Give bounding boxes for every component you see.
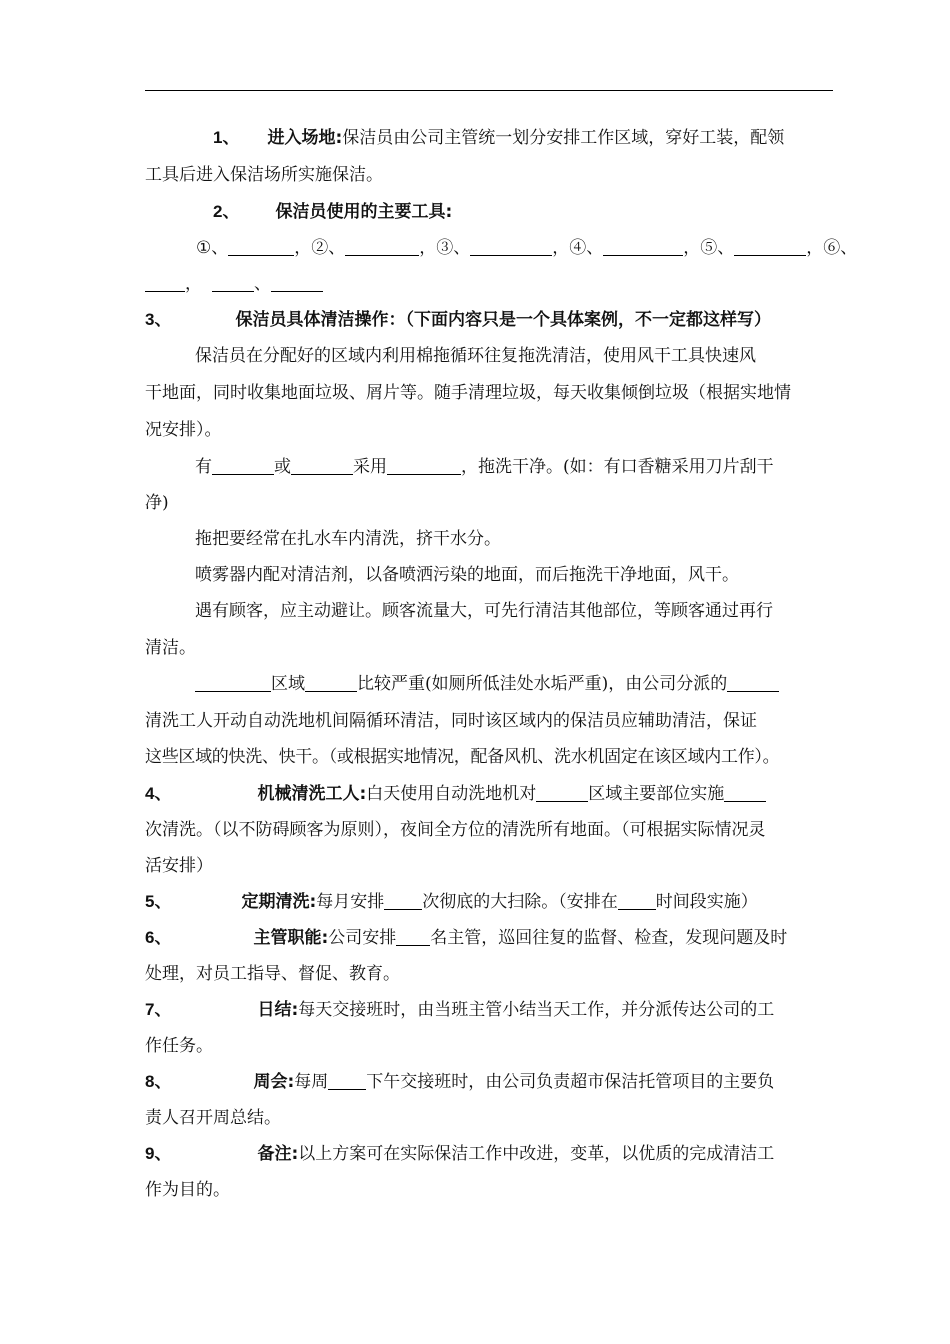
fill-blank[interactable] xyxy=(536,784,588,802)
item-title: 进入场地: xyxy=(267,128,343,148)
text: 时间段实施） xyxy=(655,892,758,912)
text: 处理，对员工指导、督促、教育。 xyxy=(145,964,400,984)
item-1-line-1 xyxy=(213,126,913,150)
item-7-line-1 xyxy=(145,998,845,1022)
item-2-line-1 xyxy=(213,200,913,224)
item-number: 7、 xyxy=(145,1000,172,1019)
tools-blanks-line xyxy=(196,236,896,260)
text: 清洁。 xyxy=(145,638,196,658)
paragraph-line xyxy=(145,491,845,515)
fill-blank[interactable] xyxy=(345,238,419,256)
text: 这些区域的快洗、快干。（或根据实地情况，配备风机、洗水机固定在该区域内工作）。 xyxy=(145,747,780,767)
paragraph-line xyxy=(195,344,895,368)
item-number: 9、 xyxy=(145,1144,172,1163)
item-3-line-1 xyxy=(145,308,845,332)
text: 白天使用自动洗地机对 xyxy=(366,784,537,804)
tool-label: ，③、 xyxy=(419,238,471,258)
item-number: 4、 xyxy=(145,784,172,803)
paragraph-line xyxy=(145,1106,845,1130)
paragraph-line xyxy=(145,1178,845,1202)
text: 拖把要经常在扎水车内清洗，挤干水分。 xyxy=(195,529,501,549)
text: 作任务。 xyxy=(145,1036,213,1056)
text: 比较严重(如厕所低洼处水垢严重)，由公司分派的 xyxy=(357,674,728,694)
paragraph-line xyxy=(195,599,895,623)
fill-blank[interactable] xyxy=(470,238,552,256)
text: 下午交接班时，由公司负责超市保洁托管项目的主要负 xyxy=(366,1072,775,1092)
text: 以上方案可在实际保洁工作中改进，变革，以优质的完成清洁工 xyxy=(298,1144,775,1164)
item-title: 保洁员具体清洁操作：（下面内容只是一个具体案例，不一定都这样写） xyxy=(235,310,771,330)
fill-blank[interactable] xyxy=(603,238,683,256)
text: 区域 xyxy=(271,674,305,694)
text: 有 xyxy=(195,457,212,477)
fill-blank[interactable] xyxy=(727,674,779,692)
text: 采用 xyxy=(353,457,387,477)
paragraph-line xyxy=(145,745,845,769)
item-9-line-1 xyxy=(145,1142,845,1166)
fill-blank[interactable] xyxy=(328,1072,366,1090)
fill-blank[interactable] xyxy=(724,784,766,802)
fill-blank[interactable] xyxy=(195,674,271,692)
tool-label: ，②、 xyxy=(294,238,346,258)
paragraph-line xyxy=(145,418,845,442)
fill-blank[interactable] xyxy=(145,274,185,292)
separator: 、 xyxy=(254,274,271,294)
text: 责人召开周总结。 xyxy=(145,1108,281,1128)
text: 区域主要部位实施 xyxy=(588,784,725,804)
item-number: 3、 xyxy=(145,310,172,329)
text: 清洗工人开动自动洗地机间隔循环清洁，同时该区域内的保洁员应辅助清洁，保证 xyxy=(145,711,757,731)
item-number: 8、 xyxy=(145,1072,172,1091)
paragraph-line xyxy=(145,636,845,660)
fill-blank[interactable] xyxy=(228,238,294,256)
fill-blank[interactable] xyxy=(384,892,422,910)
text: ，拖洗干净。(如：有口香糖采用刀片刮干 xyxy=(461,457,774,477)
paragraph-line xyxy=(145,1034,845,1058)
paragraph-line xyxy=(195,672,895,696)
text: 喷雾器内配对清洁剂，以备喷洒污染的地面，而后拖洗干净地面，风干。 xyxy=(195,565,739,585)
text: 作为目的。 xyxy=(145,1180,230,1200)
text: 遇有顾客，应主动避让。顾客流量大，可先行清洁其他部位，等顾客通过再行 xyxy=(195,601,773,621)
tool-label: ，⑤、 xyxy=(683,238,735,258)
fill-blank[interactable] xyxy=(291,457,353,475)
item-title: 备注: xyxy=(257,1144,299,1164)
tool-label: ，④、 xyxy=(552,238,604,258)
fill-blank[interactable] xyxy=(305,674,357,692)
item-title: 机械清洗工人: xyxy=(257,784,367,804)
fill-blank[interactable] xyxy=(271,274,323,292)
item-5-line-1 xyxy=(145,890,845,914)
text: 名主管，巡回往复的监督、检查，发现问题及时 xyxy=(430,928,788,948)
item-8-line-1 xyxy=(145,1070,845,1094)
item-6-line-1 xyxy=(145,926,845,950)
item-title: 主管职能: xyxy=(253,928,329,948)
header-rule xyxy=(145,90,833,91)
text: 次清洗。（以不防碍顾客为原则），夜间全方位的清洗所有地面。（可根据实际情况灵 xyxy=(145,820,766,840)
item-text: 工具后进入保洁场所实施保洁。 xyxy=(145,165,383,185)
fill-blank[interactable] xyxy=(396,928,430,946)
tool-label: ，⑥、 xyxy=(806,238,858,258)
paragraph-line xyxy=(145,854,845,878)
paragraph-line xyxy=(145,962,845,986)
fill-blank[interactable] xyxy=(387,457,461,475)
text: 净) xyxy=(145,493,169,513)
paragraph-line xyxy=(145,709,845,733)
fill-blank[interactable] xyxy=(212,274,254,292)
item-title: 日结: xyxy=(257,1000,299,1020)
separator: ， xyxy=(185,274,202,294)
paragraph-line xyxy=(195,563,895,587)
item-number: 5、 xyxy=(145,892,172,911)
item-number: 6、 xyxy=(145,928,172,947)
item-title: 定期清洗: xyxy=(241,892,317,912)
paragraph-line xyxy=(195,455,895,479)
text: 活安排） xyxy=(145,856,213,876)
tool-label: ①、 xyxy=(196,238,229,258)
item-1-line-2 xyxy=(145,163,845,187)
text: 况安排）。 xyxy=(145,420,222,440)
item-title: 保洁员使用的主要工具: xyxy=(275,202,453,222)
tools-blanks-line-2 xyxy=(145,272,845,296)
item-number: 1、 xyxy=(213,128,240,147)
text: 每月安排 xyxy=(316,892,385,912)
paragraph-line xyxy=(195,527,895,551)
fill-blank[interactable] xyxy=(734,238,806,256)
text: 保洁员在分配好的区域内利用棉拖循环往复拖洗清洁，使用风干工具快速风 xyxy=(195,346,756,366)
text: 每周 xyxy=(294,1072,329,1092)
item-text: 保洁员由公司主管统一划分安排工作区域，穿好工装，配领 xyxy=(342,128,785,148)
fill-blank[interactable] xyxy=(618,892,656,910)
paragraph-line xyxy=(145,818,845,842)
item-4-line-1 xyxy=(145,782,845,806)
text: 每天交接班时，由当班主管小结当天工作，并分派传达公司的工 xyxy=(298,1000,775,1020)
text: 次彻底的大扫除。（安排在 xyxy=(422,892,618,912)
text: 或 xyxy=(274,457,291,477)
paragraph-line xyxy=(145,381,845,405)
item-number: 2、 xyxy=(213,202,240,221)
fill-blank[interactable] xyxy=(212,457,274,475)
text: 公司安排 xyxy=(328,928,397,948)
item-title: 周会: xyxy=(253,1072,295,1092)
text: 干地面，同时收集地面垃圾、屑片等。随手清理垃圾，每天收集倾倒垃圾（根据实地情 xyxy=(145,383,791,403)
